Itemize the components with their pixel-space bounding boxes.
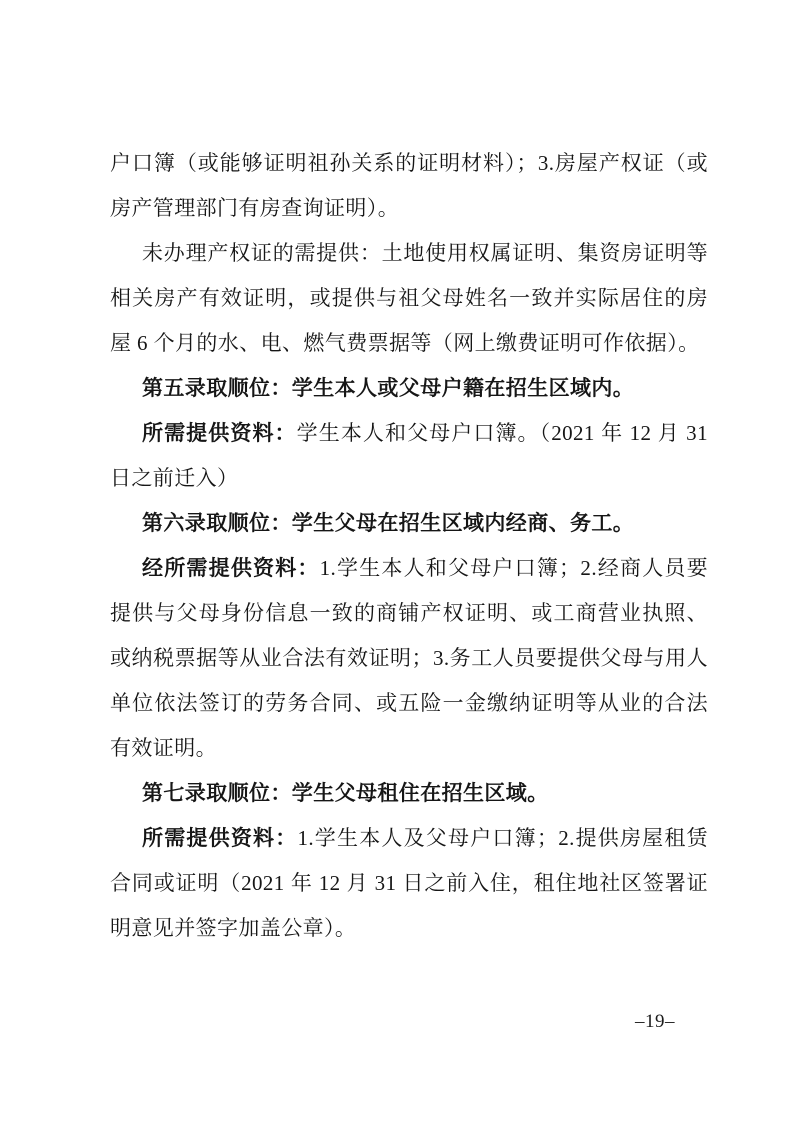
text-run: 未办理产权证的需提供：土地使用权属证明、集资房证明等相关房产有效证明，或提供与祖父母姓名一致并实际居住的房屋 6 个月的水、电、燃气费票据等（网上缴费证明可作依据）。	[110, 241, 708, 355]
paragraph	[110, 546, 708, 771]
text-run: 1.学生本人及父母户口簿；2.提供房屋租赁合同或证明（2021 年 12 月 31 日之前入住，租住地社区签署证明意见并签字加盖公章）。	[110, 826, 708, 940]
paragraph	[110, 231, 708, 366]
bold-text-run: 第五录取顺位：学生本人或父母户籍在招生区域内。	[142, 376, 635, 400]
paragraph	[110, 816, 708, 951]
bold-text-run: 经所需提供资料：	[142, 556, 320, 580]
paragraph	[110, 411, 708, 501]
bold-text-run: 所需提供资料：	[142, 421, 297, 445]
bold-text-run: 第七录取顺位：学生父母租住在招生区域。	[142, 781, 549, 805]
paragraph	[110, 366, 708, 411]
paragraph	[110, 141, 708, 231]
bold-text-run: 第六录取顺位：学生父母在招生区域内经商、务工。	[142, 511, 635, 535]
text-run: 学生本人和父母户口簿。（2021 年 12 月 31 日之前迁入）	[110, 421, 708, 490]
paragraph	[110, 501, 708, 546]
text-run: 户口簿（或能够证明祖孙关系的证明材料）；3.房屋产权证（或房产管理部门有房查询证明）。	[110, 151, 708, 220]
bold-text-run: 所需提供资料：	[142, 826, 298, 850]
document-body	[110, 141, 708, 951]
paragraph	[110, 771, 708, 816]
text-run: 1.学生本人和父母户口簿；2.经商人员要提供与父母身份信息一致的商铺产权证明、或工商营业执照、或纳税票据等从业合法有效证明；3.务工人员要提供父母与用人单位依法签订的劳务合同、或五险一金缴纳证明等从业的合法有效证明。	[110, 556, 709, 760]
page-number: –19–	[635, 1011, 675, 1032]
